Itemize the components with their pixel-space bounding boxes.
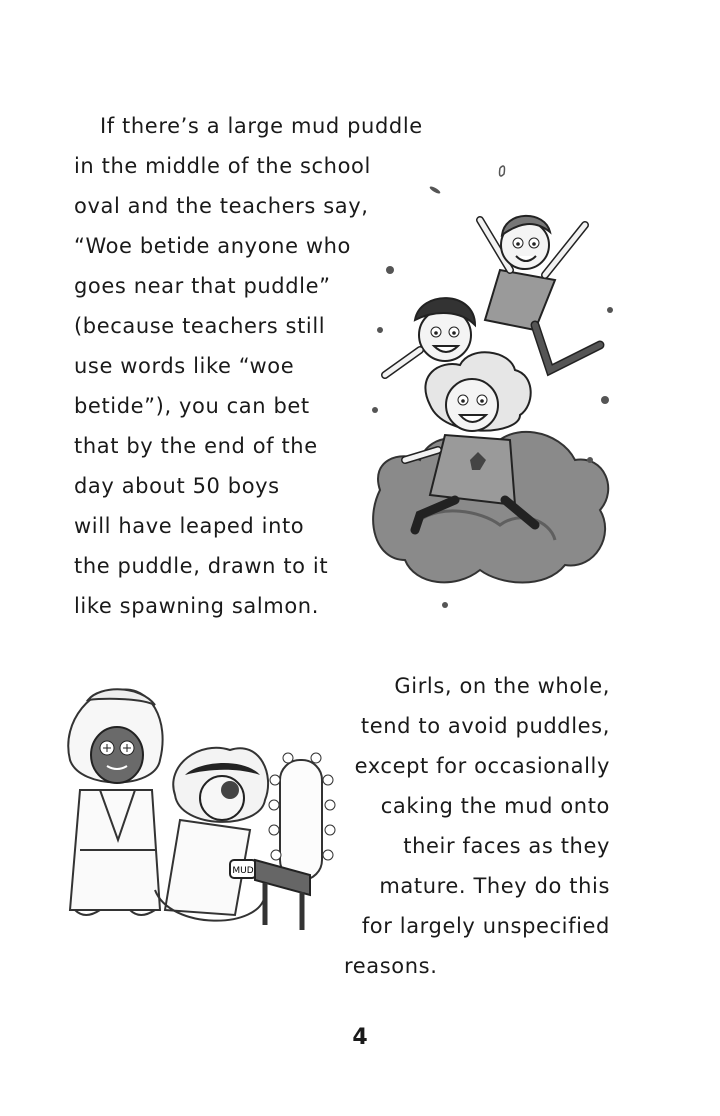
text-line: Girls, on the whole, [394,674,610,698]
text-line: the puddle, drawn to it [74,554,329,578]
text-line: (because teachers still [74,314,326,338]
text-line: that by the end of the [74,434,318,458]
text-line: use words like “woe [74,354,295,378]
mud-jar-label: MUD [232,866,254,876]
text-line: goes near that puddle” [74,274,331,298]
girl-standing [68,689,162,915]
text-line: betide”), you can bet [74,394,310,418]
text-line: caking the mud onto [380,794,610,818]
vanity-mirror [269,753,335,880]
text-line: in the middle of the school [74,154,371,178]
text-line: like spawning salmon. [74,594,319,618]
text-line: their faces as they [403,834,610,858]
text-line: mature. They do this [379,874,610,898]
girls-mud-mask-illustration [60,680,350,950]
boys-mud-puddle-illustration [360,160,620,620]
text-line: If there’s a large mud puddle [100,114,423,138]
text-line: “Woe betide anyone who [74,234,351,258]
girl-sitting [155,748,268,921]
boy-top [480,216,600,370]
text-line: will have leaped into [74,514,305,538]
text-line: reasons. [344,954,438,978]
text-line: except for occasionally [354,754,610,778]
text-line: for largely unspecified [361,914,610,938]
page-number: 4 [352,1025,368,1050]
text-line: day about 50 boys [74,474,280,498]
text-line: oval and the teachers say, [74,194,369,218]
text-line: tend to avoid puddles, [360,714,610,738]
